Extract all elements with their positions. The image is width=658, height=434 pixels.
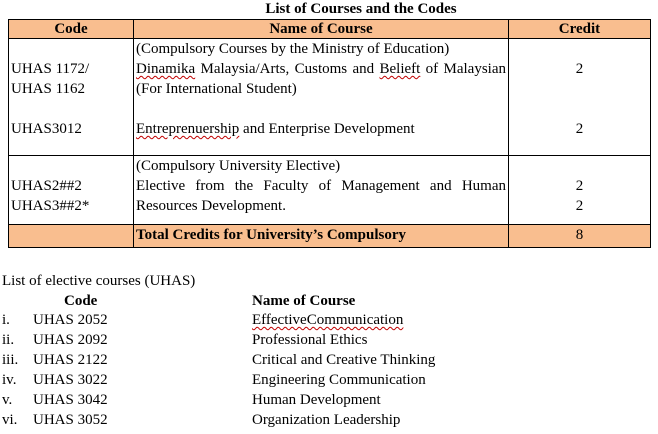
list-item <box>0 410 658 430</box>
spellcheck-word: Dinamika <box>136 61 196 77</box>
item-code: UHAS 3022 <box>33 372 108 388</box>
course-name-text: of Malaysian (For International Student) <box>136 61 506 97</box>
item-code: UHAS 2092 <box>33 332 108 348</box>
total-credit: 8 <box>509 225 651 248</box>
course-code: UHAS 1162 <box>11 81 86 97</box>
credit-value: 2 <box>575 198 584 214</box>
name-cell <box>134 39 509 156</box>
spellcheck-word: Belieft <box>379 61 421 77</box>
item-number: i. <box>2 312 10 328</box>
credit-value: 2 <box>575 61 584 77</box>
name-cell <box>134 156 509 225</box>
course-code: UHAS3##2* <box>11 198 90 214</box>
credit-value: 2 <box>575 121 584 137</box>
table-row <box>9 39 651 156</box>
item-name: Engineering Communication <box>252 372 426 388</box>
header-name: Name of Course <box>134 20 509 39</box>
item-name: Critical and Creative Thinking <box>252 352 436 368</box>
table-row <box>9 156 651 225</box>
course-code: UHAS 1172/ <box>11 61 90 77</box>
item-name: Professional Ethics <box>252 332 368 348</box>
spellcheck-word: Entreprenuership <box>136 121 240 137</box>
list-item <box>0 350 658 370</box>
elective-list-header <box>0 292 658 310</box>
credit-value: 2 <box>575 178 584 194</box>
credit-cell <box>509 156 651 225</box>
item-number: vi. <box>2 412 18 428</box>
item-name: Organization Leadership <box>252 412 401 428</box>
credit-cell <box>509 39 651 156</box>
list-item <box>0 370 658 390</box>
list-item <box>0 310 658 330</box>
item-name: Human Development <box>252 392 381 408</box>
course-name-text: and Enterprise Development <box>239 121 415 137</box>
course-name-text: Malaysia/Arts, Customs and <box>195 61 380 77</box>
group-note: (Compulsory Courses by the Ministry of Education) <box>136 41 450 57</box>
course-name: Elective from the Faculty of Management and Human Resources Development. <box>136 178 506 214</box>
total-label: Total Credits for University’s Compulsory <box>134 225 509 248</box>
code-cell <box>9 39 134 156</box>
item-code: UHAS 2122 <box>33 352 108 368</box>
list-item <box>0 390 658 410</box>
course-code: UHAS3012 <box>11 121 82 137</box>
total-code-cell <box>9 225 134 248</box>
item-code: UHAS 2052 <box>33 312 108 328</box>
list-item <box>0 330 658 350</box>
table-header-row <box>9 20 651 39</box>
elective-header-code: Code <box>64 293 98 309</box>
elective-list <box>0 292 658 430</box>
elective-header-name: Name of Course <box>252 293 356 309</box>
code-cell <box>9 156 134 225</box>
elective-heading: List of elective courses (UHAS) <box>2 273 196 289</box>
item-code: UHAS 3042 <box>33 392 108 408</box>
course-code: UHAS2##2 <box>11 178 82 194</box>
item-number: iii. <box>2 352 19 368</box>
page-title: List of Courses and the Codes <box>265 1 457 17</box>
header-credit: Credit <box>509 20 651 39</box>
item-name: EffectiveCommunication <box>252 312 404 328</box>
header-code: Code <box>9 20 134 39</box>
item-number: v. <box>2 392 13 408</box>
item-code: UHAS 3052 <box>33 412 108 428</box>
group-note: (Compulsory University Elective) <box>136 158 341 174</box>
item-number: ii. <box>2 332 15 348</box>
item-number: iv. <box>2 372 17 388</box>
course-name <box>136 59 506 99</box>
course-name <box>136 119 506 139</box>
courses-table <box>8 19 651 248</box>
total-row <box>9 225 651 248</box>
